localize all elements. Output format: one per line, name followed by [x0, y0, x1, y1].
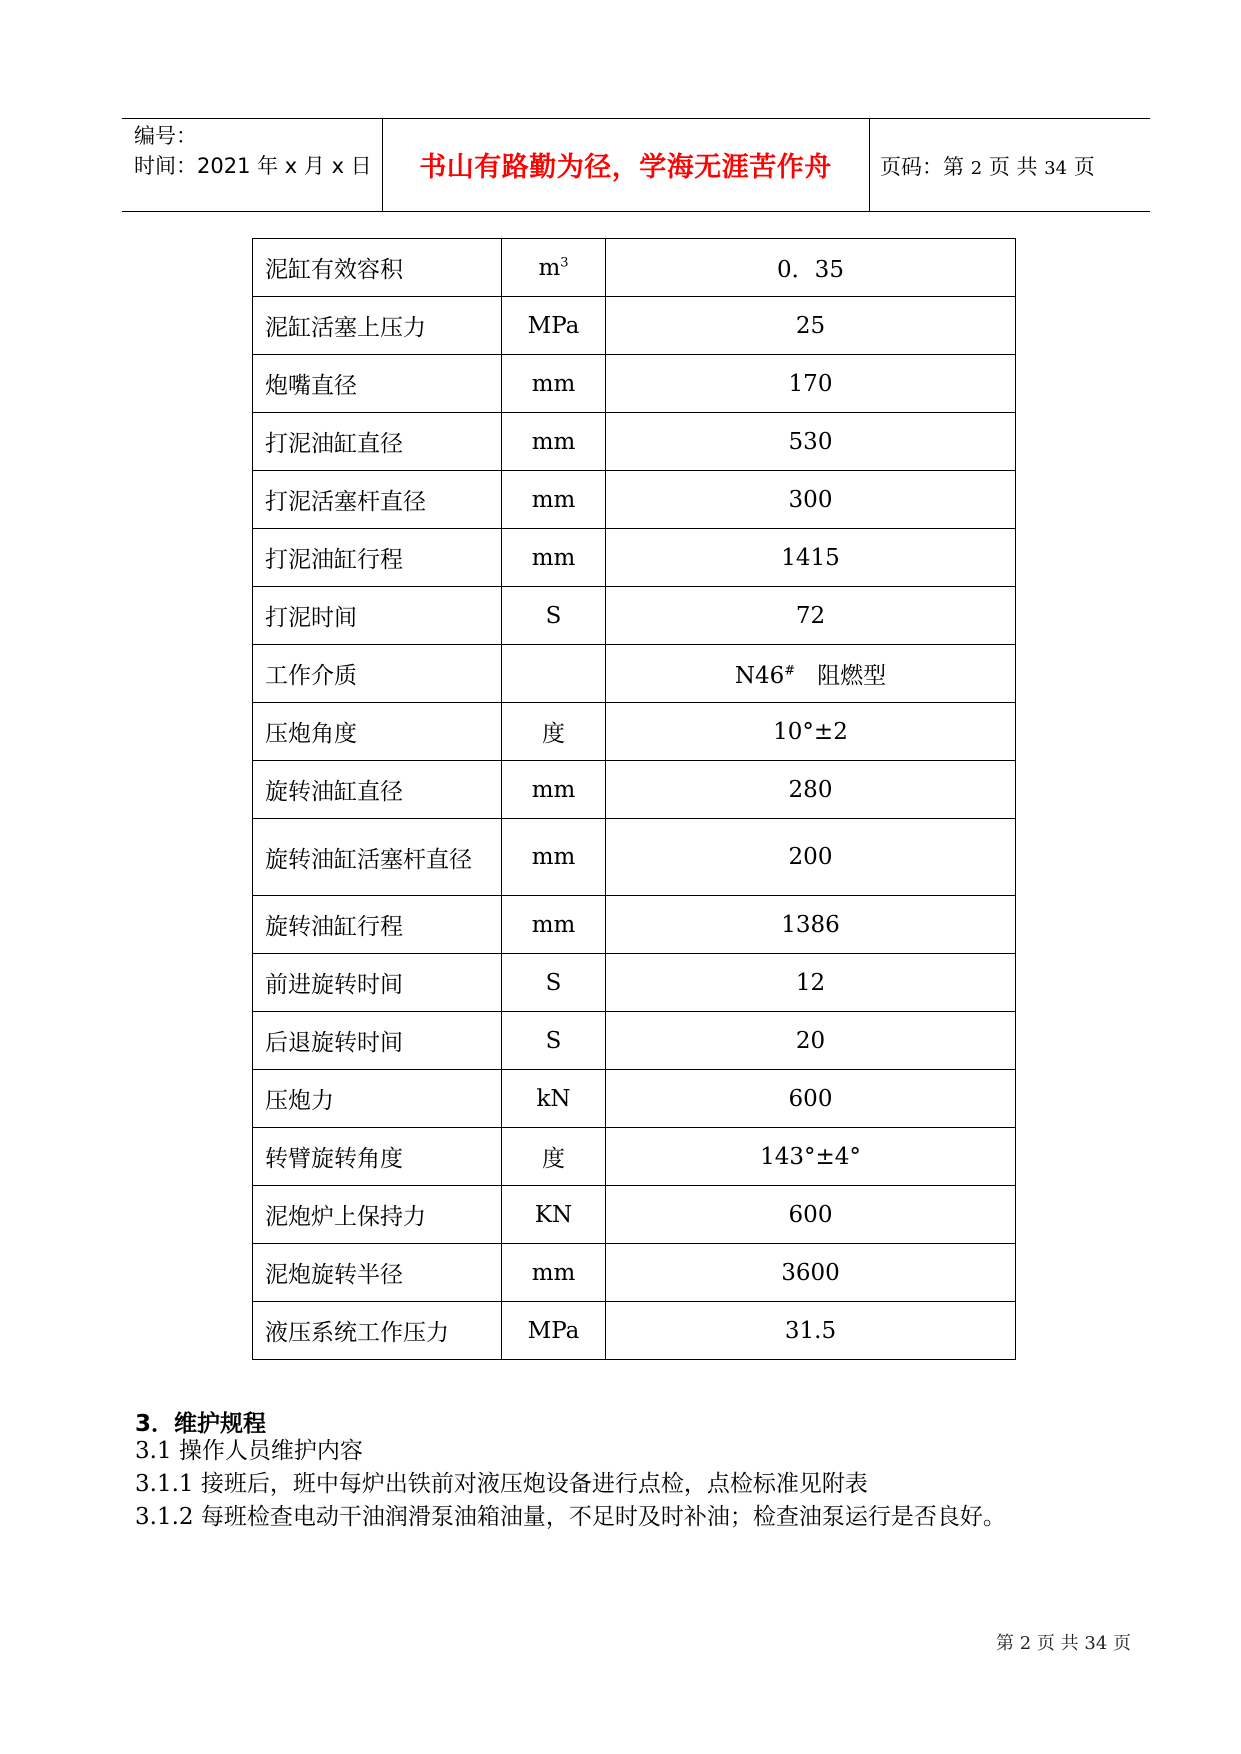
value-text: 200 [788, 844, 833, 870]
page-mid: 页 共 [982, 155, 1045, 179]
param-name-cell: 旋转油缸活塞杆直径 [253, 819, 502, 896]
unit-cell [502, 954, 606, 1012]
unit-text: mm [531, 544, 576, 571]
unit-cell [502, 413, 606, 471]
unit-cell [502, 896, 606, 954]
table-row [253, 587, 1016, 645]
param-name-cell: 打泥时间 [253, 587, 502, 645]
value-cell [606, 355, 1016, 413]
table-row [253, 471, 1016, 529]
unit-cell [502, 239, 606, 297]
value-cell [606, 954, 1016, 1012]
unit-text: mm [531, 911, 576, 938]
table-row [253, 954, 1016, 1012]
header-page-number [880, 151, 1095, 181]
page-prefix: 页码：第 [880, 155, 971, 179]
section-title: 3．维护规程 [135, 1411, 267, 1437]
value-text: 12 [795, 969, 826, 996]
table-row [253, 1012, 1016, 1070]
value-cell [606, 239, 1016, 297]
param-name-cell: 炮嘴直径 [253, 355, 502, 413]
param-name-cell: 前进旋转时间 [253, 954, 502, 1012]
value-text: 300 [788, 486, 833, 513]
unit-text: mm [531, 370, 576, 397]
value-cell [606, 1302, 1016, 1360]
value-superscript: # [784, 663, 796, 679]
spec-table-body [253, 239, 1016, 1360]
page-num: 2 [970, 158, 983, 179]
table-row [253, 239, 1016, 297]
section-line: 3.1.1 接班后，班中每炉出铁前对液压炮设备进行点检，点检标准见附表 [135, 1471, 868, 1497]
unit-text: mm [531, 428, 576, 455]
table-row [253, 1128, 1016, 1186]
page-footer: 第 2 页 共 34 页 [996, 1633, 1131, 1654]
table-row [253, 1244, 1016, 1302]
unit-cell [502, 645, 606, 703]
page-total: 34 [1044, 158, 1068, 179]
value-text: 25 [795, 312, 826, 339]
value-cell [606, 1012, 1016, 1070]
value-cell [606, 1128, 1016, 1186]
unit-cell [502, 587, 606, 645]
unit-cell [502, 355, 606, 413]
value-text: N46 [734, 663, 785, 689]
unit-text: mm [531, 844, 576, 870]
value-cell [606, 529, 1016, 587]
unit-cell [502, 761, 606, 819]
section-line: 3.1 操作人员维护内容 [135, 1438, 363, 1464]
value-cell [606, 761, 1016, 819]
value-text: 72 [795, 602, 826, 629]
value-cell [606, 471, 1016, 529]
unit-text: S [545, 1027, 562, 1054]
value-text: 31.5 [784, 1317, 837, 1344]
header-motto: 书山有路勤为径，学海无涯苦作舟 [419, 152, 832, 183]
unit-text: 度 [542, 1146, 565, 1172]
unit-cell [502, 819, 606, 896]
value-cell [606, 1244, 1016, 1302]
unit-cell [502, 1070, 606, 1128]
table-row [253, 645, 1016, 703]
unit-cell [502, 529, 606, 587]
table-row [253, 297, 1016, 355]
param-name-cell: 工作介质 [253, 645, 502, 703]
param-name-cell: 转臂旋转角度 [253, 1128, 502, 1186]
value-cell [606, 645, 1016, 703]
table-row [253, 1186, 1016, 1244]
unit-text: mm [531, 776, 576, 803]
code-label: 编号： [134, 124, 197, 148]
value-suffix: 阻燃型 [795, 663, 887, 689]
table-row [253, 413, 1016, 471]
param-name-cell: 旋转油缸直径 [253, 761, 502, 819]
unit-text: MPa [527, 312, 580, 339]
param-name-cell: 打泥油缸行程 [253, 529, 502, 587]
value-cell [606, 297, 1016, 355]
table-row [253, 1070, 1016, 1128]
param-name-cell: 压炮角度 [253, 703, 502, 761]
param-name-cell: 后退旋转时间 [253, 1012, 502, 1070]
param-name-cell: 打泥活塞杆直径 [253, 471, 502, 529]
param-name-cell: 打泥油缸直径 [253, 413, 502, 471]
value-cell [606, 896, 1016, 954]
date-line: 时间：2021 年 x 月 x 日 [134, 154, 372, 178]
value-cell [606, 819, 1016, 896]
value-text: 600 [788, 1201, 833, 1228]
header-meta [134, 121, 384, 181]
value-text: 3600 [781, 1259, 840, 1286]
value-text: 280 [788, 776, 833, 803]
unit-cell [502, 1012, 606, 1070]
unit-cell [502, 1186, 606, 1244]
table-row [253, 355, 1016, 413]
table-row [253, 896, 1016, 954]
param-name-cell: 泥缸活塞上压力 [253, 297, 502, 355]
param-name-cell: 泥炮旋转半径 [253, 1244, 502, 1302]
unit-text: KN [534, 1201, 573, 1228]
page-suffix: 页 [1067, 155, 1095, 179]
unit-text: S [545, 602, 562, 629]
unit-cell [502, 1244, 606, 1302]
value-cell [606, 413, 1016, 471]
value-cell [606, 1070, 1016, 1128]
unit-superscript: 3 [560, 254, 569, 270]
table-row [253, 529, 1016, 587]
value-text: 10°±2 [773, 718, 848, 745]
unit-cell [502, 297, 606, 355]
value-text: 143°±4° [760, 1143, 861, 1170]
table-row [253, 1302, 1016, 1360]
header-divider [869, 119, 870, 211]
value-text: 600 [788, 1085, 833, 1112]
unit-text: MPa [527, 1317, 580, 1344]
unit-text: kN [536, 1085, 571, 1112]
value-text: 1386 [781, 911, 840, 938]
page-header [122, 118, 1150, 212]
value-text: 0．35 [777, 257, 844, 283]
unit-cell [502, 471, 606, 529]
value-cell [606, 587, 1016, 645]
value-text: 530 [788, 428, 833, 455]
param-name-cell: 液压系统工作压力 [253, 1302, 502, 1360]
value-cell [606, 1186, 1016, 1244]
param-name-cell: 旋转油缸行程 [253, 896, 502, 954]
unit-cell [502, 1302, 606, 1360]
value-cell [606, 703, 1016, 761]
unit-cell [502, 1128, 606, 1186]
table-row [253, 703, 1016, 761]
value-text: 170 [788, 370, 833, 397]
table-row [253, 819, 1016, 896]
unit-text: mm [531, 1259, 576, 1286]
unit-text: S [545, 969, 562, 996]
param-name-cell: 泥炮炉上保持力 [253, 1186, 502, 1244]
unit-text: mm [531, 486, 576, 513]
unit-text: 度 [542, 721, 565, 747]
value-text: 1415 [781, 544, 840, 571]
unit-cell [502, 703, 606, 761]
table-row [253, 761, 1016, 819]
param-name-cell: 泥缸有效容积 [253, 239, 502, 297]
value-text: 20 [795, 1027, 826, 1054]
spec-table [252, 238, 1016, 1360]
section-line: 3.1.2 每班检查电动干油润滑泵油箱油量，不足时及时补油；检查油泵运行是否良好。 [135, 1504, 1006, 1530]
unit-text: m [538, 254, 561, 281]
param-name-cell: 压炮力 [253, 1070, 502, 1128]
